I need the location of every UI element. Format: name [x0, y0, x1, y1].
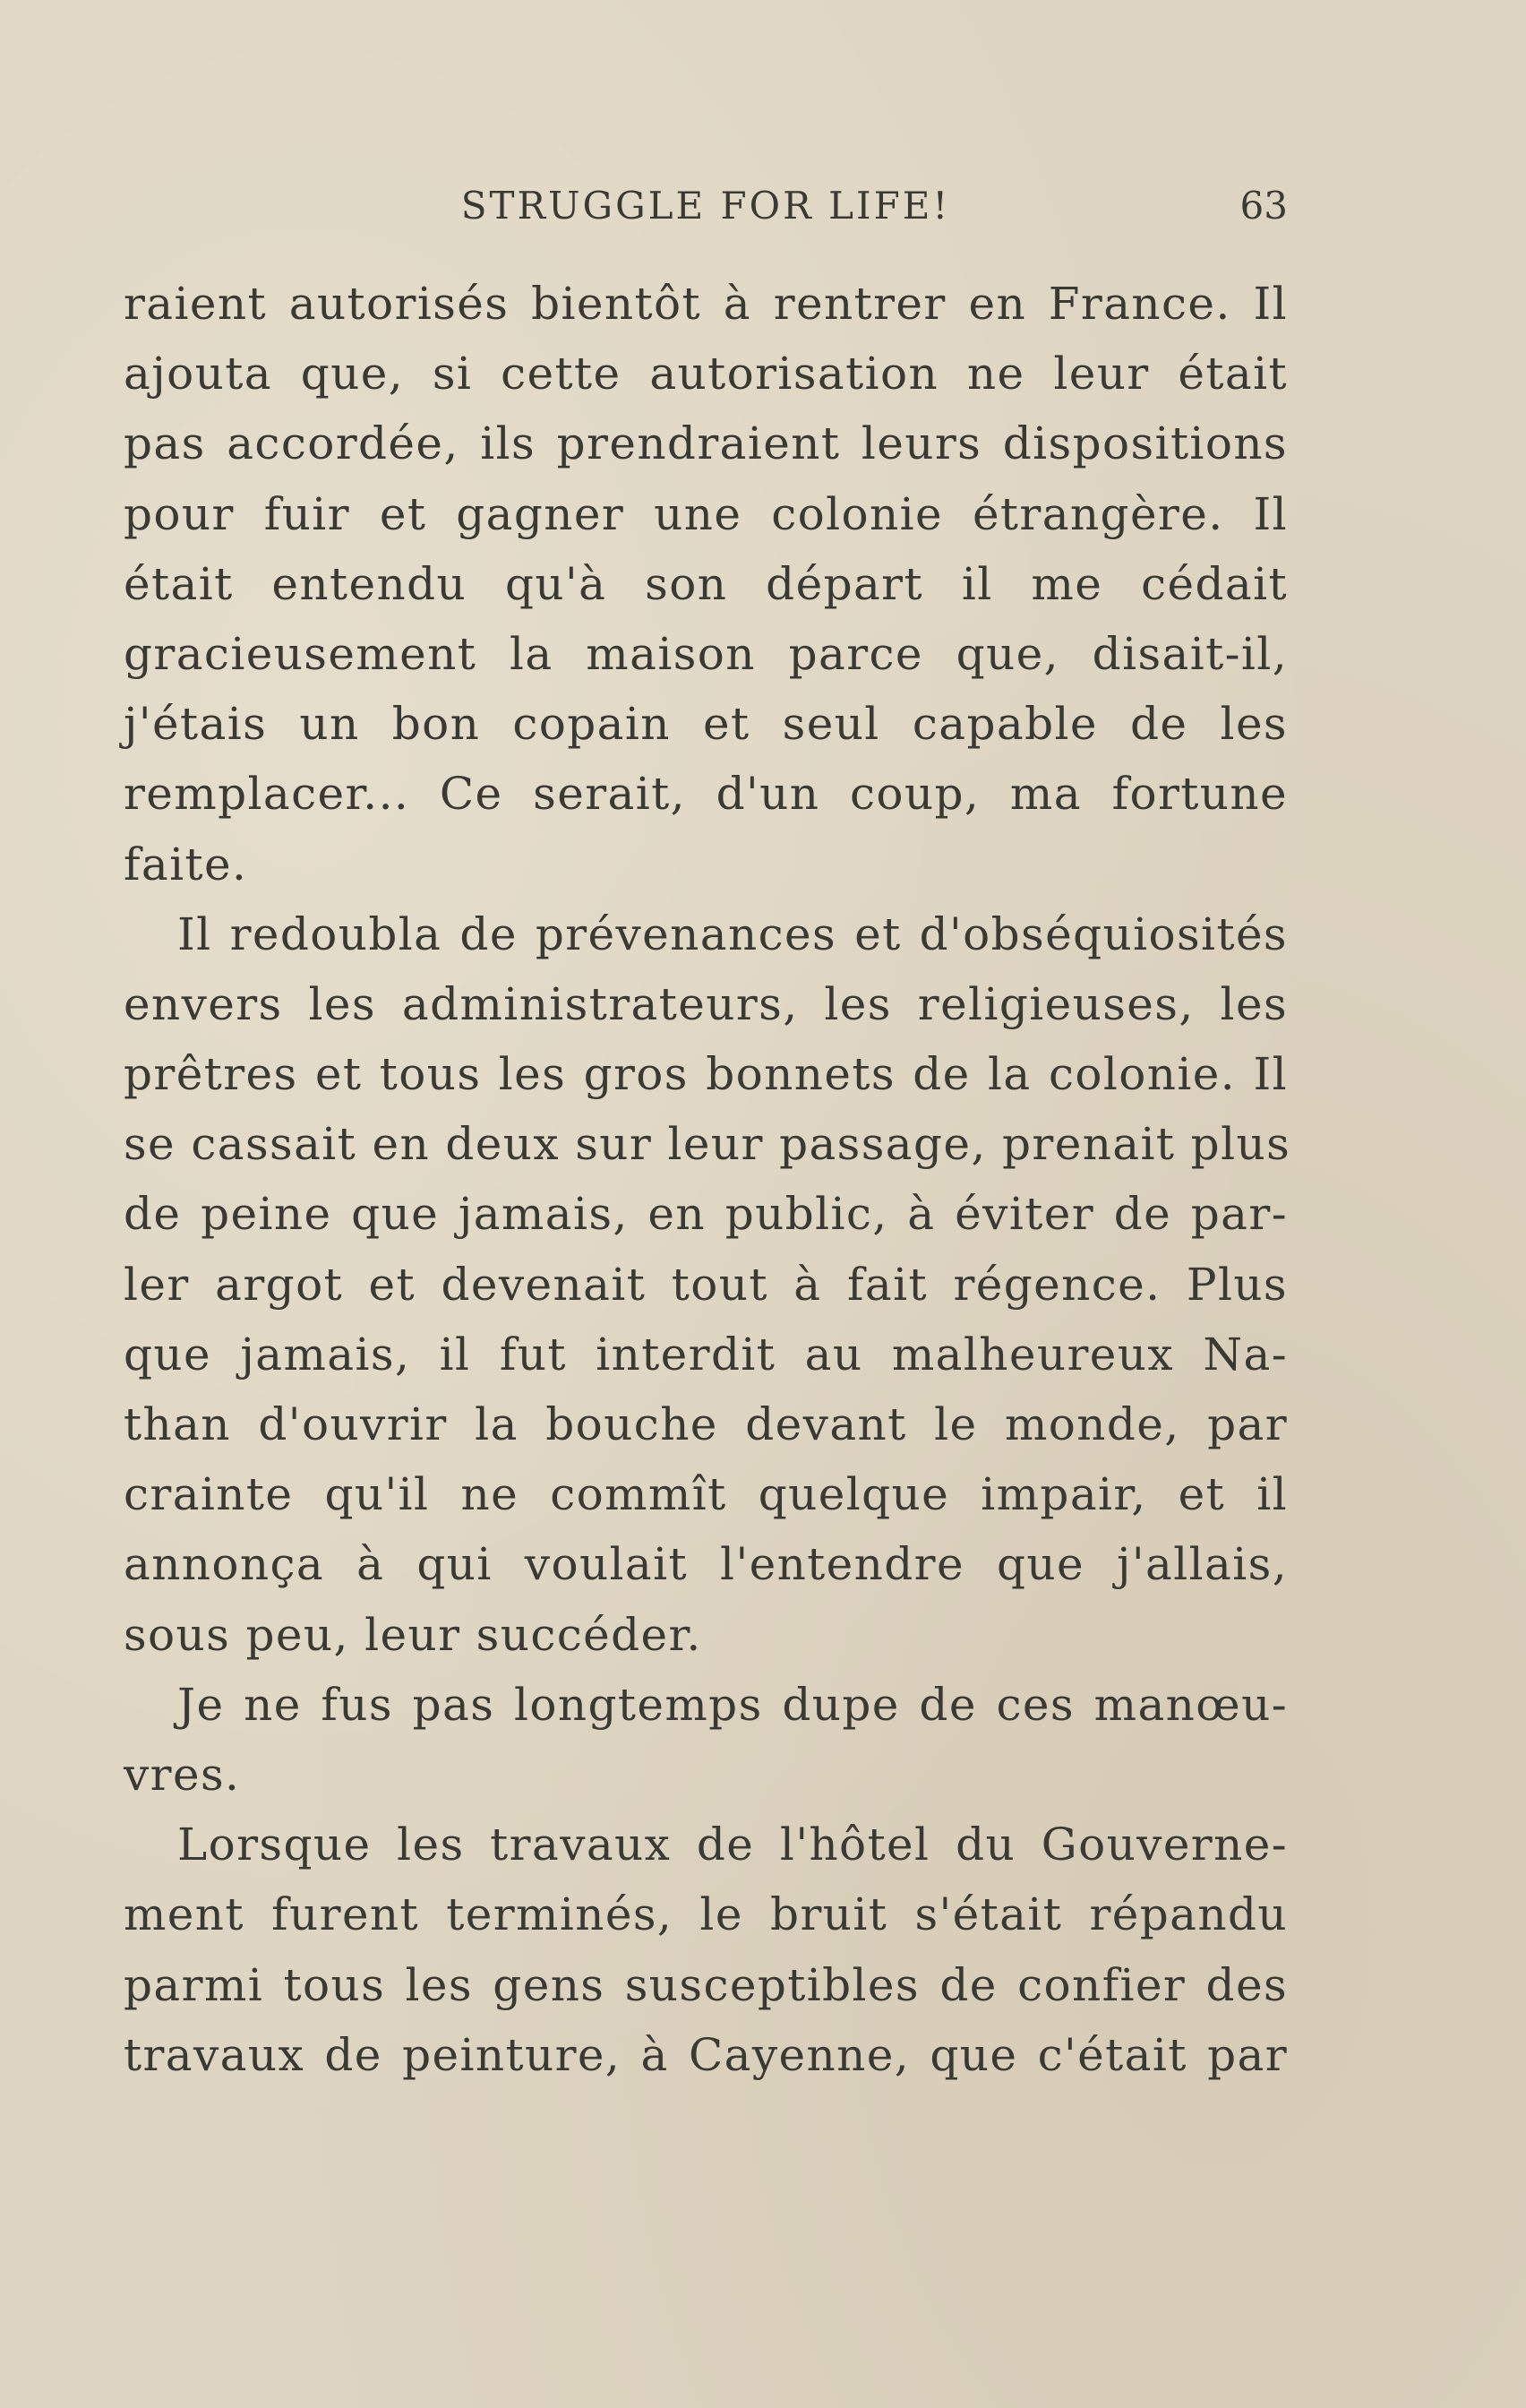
text-line: envers les administrateurs, les religieuses, les [124, 977, 1288, 1030]
text-line: pour fuir et gagner une colonie étrangère. Il [124, 487, 1288, 540]
text-line: ler argot et devenait tout à fait régence. Plus [124, 1258, 1288, 1311]
text-line: était entendu qu'à son départ il me cédait [124, 557, 1288, 610]
text-line: travaux de peinture, à Cayenne, que c'était par [124, 2028, 1288, 2081]
text-line: annonça à qui voulait l'entendre que j'allais, [124, 1538, 1288, 1591]
text-line: Il redoubla de prévenances et d'obséquiosités [177, 907, 1288, 960]
text-line: parmi tous les gens susceptibles de confier des [124, 1958, 1288, 2011]
text-line: ment furent terminés, le bruit s'était répandu [124, 1888, 1288, 1941]
paragraph [124, 1670, 1288, 1810]
text-line: remplacer... Ce serait, d'un coup, ma fortune [124, 768, 1288, 821]
paragraph [124, 269, 1288, 899]
text-line: de peine que jamais, en public, à éviter de par- [124, 1188, 1288, 1241]
text-line: prêtres et tous les gros bonnets de la colonie. Il [124, 1048, 1288, 1101]
body-text [124, 269, 1291, 2090]
text-line: ajouta que, si cette autorisation ne leur était [124, 348, 1288, 400]
text-line: Lorsque les travaux de l'hôtel du Gouverne- [177, 1819, 1288, 1871]
paragraph [124, 899, 1291, 1670]
text-line: crainte qu'il ne commît quelque impair, et il [124, 1468, 1288, 1521]
text-line: gracieusement la maison parce que, disait-il, [124, 627, 1288, 680]
text-line: Je ne fus pas longtemps dupe de ces manœu- [177, 1678, 1288, 1731]
page-header [124, 179, 1288, 233]
text-line: than d'ouvrir la bouche devant le monde, par [124, 1398, 1288, 1450]
text-line: j'étais un bon copain et seul capable de les [124, 698, 1288, 751]
text-line: faite. [124, 838, 248, 890]
paragraph [124, 1810, 1288, 2090]
text-line: que jamais, il fut interdit au malheureux Na- [124, 1328, 1288, 1380]
text-line: se cassait en deux sur leur passage, prenait plus [124, 1118, 1291, 1171]
page-number: 63 [1239, 184, 1288, 228]
text-line: pas accordée, ils prendraient leurs dispositions [124, 417, 1288, 470]
text-line: sous peu, leur succéder. [124, 1608, 702, 1661]
running-title: STRUGGLE FOR LIFE! [460, 184, 951, 228]
text-line: vres. [124, 1748, 241, 1801]
text-line: raient autorisés bientôt à rentrer en France. Il [124, 278, 1288, 330]
